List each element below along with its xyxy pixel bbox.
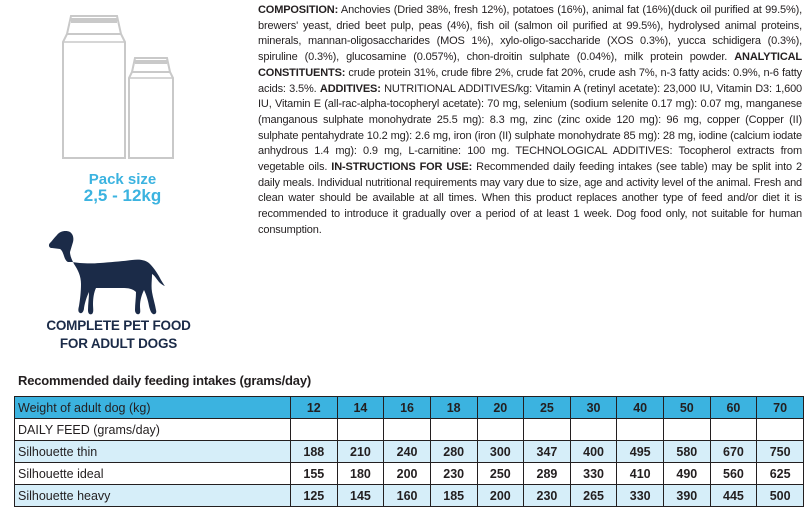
food-type-line-1: COMPLETE PET FOOD (46, 318, 191, 333)
weight-header-cell: 50 (664, 397, 711, 419)
empty-cell (384, 419, 431, 441)
feeding-value-cell: 230 (524, 485, 571, 507)
feeding-value-cell: 230 (430, 463, 477, 485)
empty-cell (710, 419, 757, 441)
feeding-value-cell: 160 (384, 485, 431, 507)
composition-label: COMPOSITION: (258, 4, 339, 16)
product-bags-icon (55, 12, 185, 162)
feeding-table (14, 396, 804, 507)
empty-cell (477, 419, 524, 441)
weight-header-cell: 12 (291, 397, 338, 419)
empty-cell (291, 419, 338, 441)
food-type-line-2: FOR ADULT DOGS (59, 336, 178, 351)
feeding-value-cell: 155 (291, 463, 338, 485)
instructions-label: IN-STRUCTIONS FOR USE: (331, 161, 473, 174)
weight-header-cell: 25 (524, 397, 571, 419)
feeding-value-cell: 347 (524, 441, 571, 463)
empty-cell (524, 419, 571, 441)
empty-cell (570, 419, 617, 441)
feeding-value-cell: 500 (757, 485, 804, 507)
feeding-value-cell: 125 (291, 485, 338, 507)
feeding-value-cell: 188 (291, 441, 338, 463)
feeding-value-cell: 200 (477, 485, 524, 507)
row-label: Silhouette ideal (15, 463, 291, 485)
left-column (0, 0, 245, 370)
feeding-value-cell: 280 (430, 441, 477, 463)
feeding-value-cell: 300 (477, 441, 524, 463)
composition-text: Anchovies (Dried 38%, fresh 12%), potatoes (16%), animal fat (16%)(duck oil purified at 99.5%), brewers' yeast, dried beet pulp, peas (4%), fish oil (salmon oil purified at 99.5%), hydrolysed animal proteins, minerals, mannan-oligosaccharides (MOS 1%), xylo-oligo-saccharide (XOS 0.3%), yucca schidigera (0.3%), spiruline (0.3%), glucosamine (0.057%), chon-droitin sulphate (0.04%), milk protein powder. (258, 4, 802, 64)
instructions-text: Recommended daily feeding intakes (see table) may be split into 2 daily meals. Individual nutritional requirements may vary due to size, age and activity level of the animal. Fresh and clean water should be available at all times. When this product replaces another type of feed and/or diet it is recommended to introduce it gradually over a period of at least 1 week. Dog food only, not suitable for human consumption. (258, 161, 802, 236)
weight-header-cell: 30 (570, 397, 617, 419)
feeding-value-cell: 265 (570, 485, 617, 507)
analytical-label: ANALYTICAL CONSTITUENTS: (258, 51, 802, 79)
additives-label: ADDITIVES: (319, 82, 381, 95)
weight-header-cell: 20 (477, 397, 524, 419)
empty-cell (664, 419, 711, 441)
feeding-value-cell: 210 (337, 441, 384, 463)
weight-header-cell: 70 (757, 397, 804, 419)
feeding-value-cell: 330 (570, 463, 617, 485)
empty-cell (337, 419, 384, 441)
feeding-value-cell: 495 (617, 441, 664, 463)
feeding-value-cell: 400 (570, 441, 617, 463)
weight-header-cell: 16 (384, 397, 431, 419)
pack-size-title: Pack size (88, 171, 157, 188)
empty-cell (617, 419, 664, 441)
weight-header-cell: 60 (710, 397, 757, 419)
feeding-value-cell: 560 (710, 463, 757, 485)
feeding-value-cell: 625 (757, 463, 804, 485)
weight-header-cell: 14 (337, 397, 384, 419)
feeding-table-body (15, 397, 804, 507)
table-row (15, 463, 804, 485)
feeding-value-cell: 240 (384, 441, 431, 463)
table-row (15, 441, 804, 463)
row-label: Silhouette heavy (15, 485, 291, 507)
feeding-value-cell: 200 (384, 463, 431, 485)
feeding-table-title: Recommended daily feeding intakes (grams/day) (18, 373, 311, 388)
feeding-value-cell: 410 (617, 463, 664, 485)
additives-text: NUTRITIONAL ADDITIVES/kg: Vitamin A (retinyl acetate): 23,000 IU, Vitamin D3: 1,600 IU, Vitamin E (all-rac-alpha-tocopheryl acetate): 70 mg, selenium (sodium selenite 0.17 mg): 0.07 mg, manganese (manganous sulphate monohydrate 25.5 mg): 8.3 mg, zinc (zinc oxide 120 mg): 96 mg, copper (Copper (II) sulphate pentahydrate 10.2 mg): 2.6 mg, iron (iron (II) sulphate monohydrate 85 mg): 28 mg, iodine (calcium iodate anhydrous 1.4 mg): 0.9 mg, L-carnitine: 100 mg. TECHNOLOGICAL ADDITIVES: Tocopherol extracts from vegetable oils. (258, 82, 803, 174)
feeding-value-cell: 145 (337, 485, 384, 507)
feeding-value-cell: 490 (664, 463, 711, 485)
daily-feed-row (15, 419, 804, 441)
feeding-value-cell: 185 (430, 485, 477, 507)
analytical-text: crude protein 31%, crude fibre 2%, crude fat 20%, crude ash 7%, n-3 fatty acids: 0.9%, n-6 fatty acids: 3.5%. (258, 66, 802, 95)
weight-header-label: Weight of adult dog (kg) (15, 397, 291, 419)
weight-header-cell: 40 (617, 397, 664, 419)
feeding-value-cell: 580 (664, 441, 711, 463)
empty-cell (757, 419, 804, 441)
feeding-value-cell: 180 (337, 463, 384, 485)
pack-size-value: 2,5 - 12kg (83, 186, 162, 205)
feeding-value-cell: 445 (710, 485, 757, 507)
feeding-value-cell: 330 (617, 485, 664, 507)
table-row (15, 485, 804, 507)
feeding-value-cell: 670 (710, 441, 757, 463)
feeding-value-cell: 250 (477, 463, 524, 485)
table-header-row (15, 397, 804, 419)
dog-silhouette-icon (48, 228, 166, 316)
empty-cell (430, 419, 477, 441)
row-label: Silhouette thin (15, 441, 291, 463)
feeding-value-cell: 390 (664, 485, 711, 507)
weight-header-cell: 18 (430, 397, 477, 419)
composition-paragraph (258, 3, 802, 239)
feeding-value-cell: 289 (524, 463, 571, 485)
feeding-value-cell: 750 (757, 441, 804, 463)
daily-feed-label: DAILY FEED (grams/day) (15, 419, 291, 441)
